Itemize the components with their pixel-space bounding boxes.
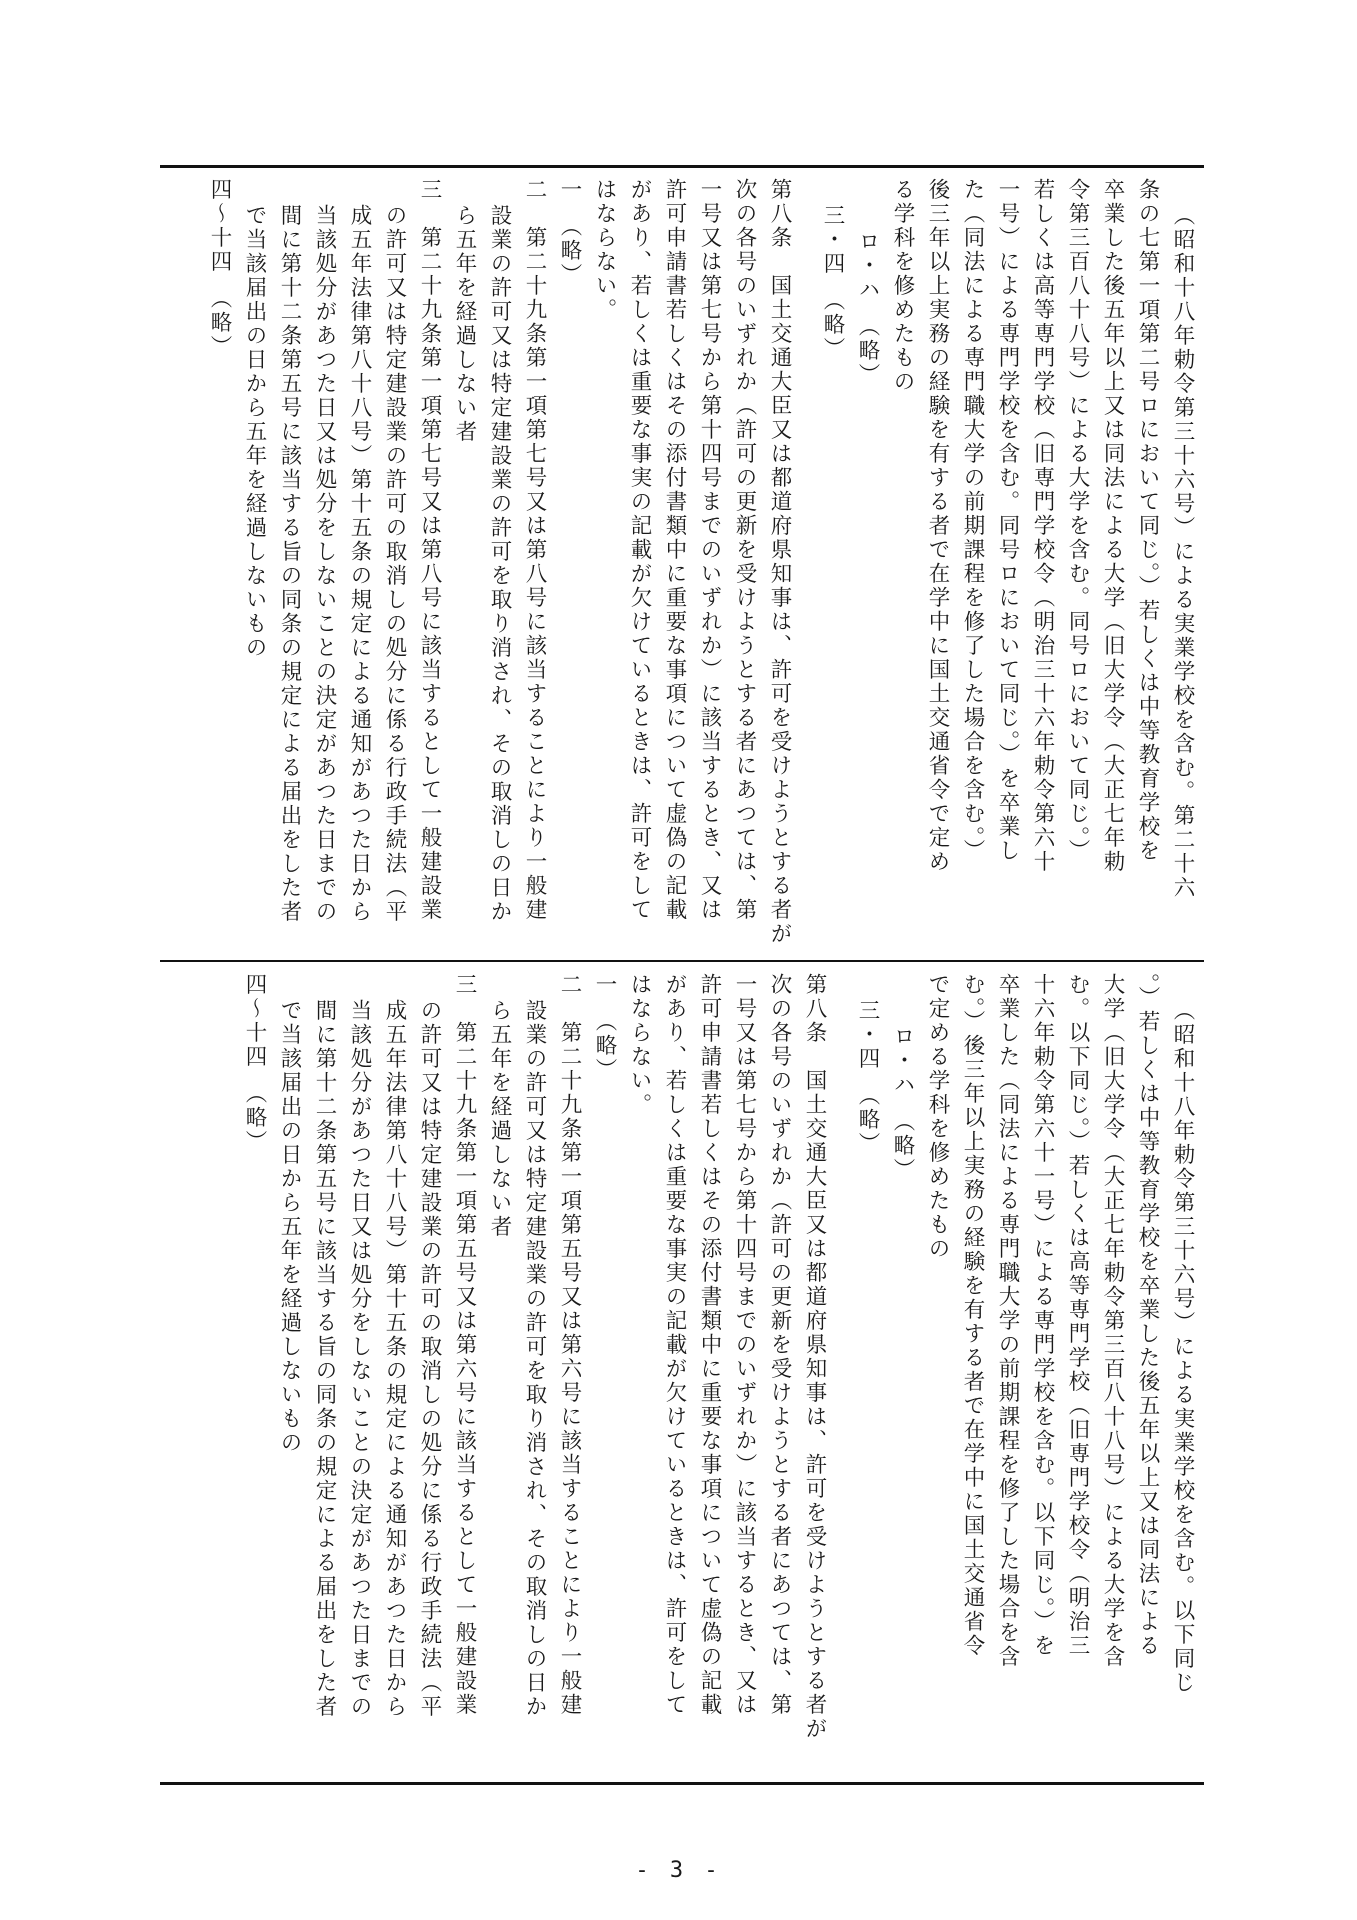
text-line: 三 第二十九条第一項第五号又は第六号に該当するとして一般建設業 (452, 973, 477, 1717)
text-line: ロ・ハ （略） (855, 229, 880, 387)
text-line: 間に第十二条第五号に該当する旨の同条の規定による届出をした者 (277, 203, 302, 924)
text-line: 当該処分があつた日又は処分をしないことの決定があつた日までの (347, 998, 372, 1719)
text-line: む。）後三年以上実務の経験を有する者で在学中に国土交通省令 (960, 973, 985, 1659)
spacer (832, 973, 850, 1773)
text-line: 二 第二十九条第一項第七号又は第八号に該当することにより一般建 (522, 178, 547, 922)
spacer (797, 178, 815, 950)
text-line: た（同法による専門職大学の前期課程を修了した場合を含む。） (960, 178, 985, 864)
text-line: 一 （略） (592, 973, 617, 1083)
text-line: 三 第二十九条第一項第七号又は第八号に該当するとして一般建設業 (417, 178, 442, 922)
text-line: の許可又は特定建設業の許可の取消しの処分に係る行政手続法（平 (382, 203, 407, 924)
text-line: 二 第二十九条第一項第五号又は第六号に該当することにより一般建 (557, 973, 582, 1717)
text-line: で当該届出の日から五年を経過しないもの (242, 203, 267, 660)
text-line: る学科を修めたもの (890, 178, 915, 394)
text-line: 一号又は第七号から第十四号までのいずれか）に該当するとき、又は (697, 178, 722, 922)
text-line: 次の各号のいずれか（許可の更新を受けようとする者にあつては、第 (732, 178, 757, 922)
text-line: はならない。 (592, 178, 617, 322)
text-line: 。）若しくは中等教育学校を卒業した後五年以上又は同法による (1135, 973, 1160, 1659)
text-line: 許可申請書若しくはその添付書類中に重要な事項について虚偽の記載 (697, 973, 722, 1717)
text-line: 条の七第一項第二号ロにおいて同じ。）若しくは中等教育学校を (1135, 178, 1160, 864)
top-rule (160, 165, 1204, 168)
text-line: 設業の許可又は特定建設業の許可を取り消され、その取消しの日か (487, 203, 512, 924)
text-line: 卒業した（同法による専門職大学の前期課程を修了した場合を含 (995, 973, 1020, 1669)
page-number: - 3 - (635, 1858, 722, 1883)
text-line: 間に第十二条第五号に該当する旨の同条の規定による届出をした者 (312, 998, 337, 1719)
text-line: 成五年法律第八十八号）第十五条の規定による通知があつた日から (347, 203, 372, 924)
text-line: 四～十四 （略） (207, 178, 232, 360)
text-line: 大学（旧大学令（大正七年勅令第三百八十八号）による大学を含 (1100, 973, 1125, 1669)
text-line: があり、若しくは重要な事実の記載が欠けているときは、許可をして (627, 178, 652, 922)
text-line: 設業の許可又は特定建設業の許可を取り消され、その取消しの日か (522, 998, 547, 1719)
text-line: む。以下同じ。）若しくは高等専門学校（旧専門学校令（明治三 (1065, 973, 1090, 1659)
text-line: 三・四 （略） (855, 998, 880, 1157)
upper-panel-amended-text (190, 178, 1200, 950)
bottom-rule (160, 1782, 1204, 1785)
text-line: で当該届出の日から五年を経過しないもの (277, 998, 302, 1455)
text-line: （昭和十八年勅令第三十六号）による実業学校を含む。以下同じ (1170, 998, 1195, 1695)
middle-rule (160, 960, 1204, 962)
text-line: ら五年を経過しない者 (487, 998, 512, 1239)
lower-panel-current-text (190, 973, 1200, 1773)
text-line: 三・四 （略） (820, 203, 845, 362)
article-heading-line: 第八条 国土交通大臣又は都道府県知事は、許可を受けようとする者が (802, 973, 827, 1741)
text-line: 令第三百八十八号）による大学を含む。同号ロにおいて同じ。） (1065, 178, 1090, 864)
text-line: （昭和十八年勅令第三十六号）による実業学校を含む。第二十六 (1170, 203, 1195, 900)
text-line: 一号又は第七号から第十四号までのいずれか）に該当するとき、又は (732, 973, 757, 1717)
text-line: はならない。 (627, 973, 652, 1117)
text-line: 十六年勅令第六十一号）による専門学校を含む。以下同じ。）を (1030, 973, 1055, 1659)
text-line: の許可又は特定建設業の許可の取消しの処分に係る行政手続法（平 (417, 998, 442, 1719)
text-line: 当該処分があつた日又は処分をしないことの決定があつた日までの (312, 203, 337, 924)
text-line: 四～十四 （略） (242, 973, 267, 1155)
text-line: 一号）による専門学校を含む。同号ロにおいて同じ。）を卒業し (995, 178, 1020, 864)
text-line: で定める学科を修めたもの (925, 973, 950, 1261)
text-line: 成五年法律第八十八号）第十五条の規定による通知があつた日から (382, 998, 407, 1719)
text-line: 許可申請書若しくはその添付書類中に重要な事項について虚偽の記載 (662, 178, 687, 922)
text-line: ら五年を経過しない者 (452, 203, 477, 444)
article-heading-line: 第八条 国土交通大臣又は都道府県知事は、許可を受けようとする者が (767, 178, 792, 946)
text-line: 卒業した後五年以上又は同法による大学（旧大学令（大正七年勅 (1100, 178, 1125, 874)
text-line: ロ・ハ （略） (890, 1024, 915, 1182)
text-line: 若しくは高等専門学校（旧専門学校令（明治三十六年勅令第六十 (1030, 178, 1055, 874)
text-line: 一 （略） (557, 178, 582, 288)
text-line: 後三年以上実務の経験を有する者で在学中に国土交通省令で定め (925, 178, 950, 874)
text-line: があり、若しくは重要な事実の記載が欠けているときは、許可をして (662, 973, 687, 1717)
text-line: 次の各号のいずれか（許可の更新を受けようとする者にあつては、第 (767, 973, 792, 1717)
